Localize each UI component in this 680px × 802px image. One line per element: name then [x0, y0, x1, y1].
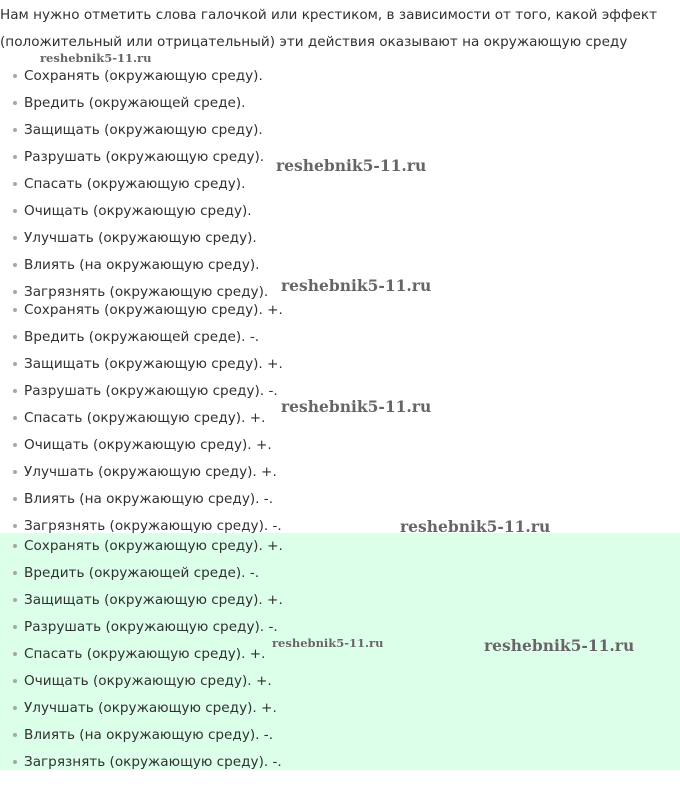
list-item: Сохранять (окружающую среду). [0, 65, 268, 92]
list-item: Вредить (окружающей среде). [0, 92, 268, 119]
list-item: Очищать (окружающую среду). +. [0, 434, 283, 461]
list-item: Разрушать (окружающую среду). [0, 146, 268, 173]
list-item: Улучшать (окружающую среду). [0, 227, 268, 254]
list-item: Спасать (окружающую среду). [0, 173, 268, 200]
solution-list [0, 299, 283, 542]
list-item: Влиять (на окружающую среду). [0, 254, 268, 281]
task-description: Нам нужно отметить слова галочкой или крестиком, в зависимости от того, какой эффект (положительный или отрицательный) эти действия оказывают на окружающую среду [0, 7, 658, 50]
list-item: Загрязнять (окружающую среду). -. [0, 515, 283, 542]
list-item: Загрязнять (окружающую среду). [0, 281, 268, 308]
list-item: Разрушать (окружающую среду). -. [0, 380, 283, 407]
watermark: reshebnik5-11.ru [272, 636, 384, 650]
watermark: reshebnik5-11.ru [276, 156, 427, 175]
list-item: Влиять (на окружающую среду). -. [0, 724, 283, 751]
list-item: Вредить (окружающей среде). -. [0, 326, 283, 353]
list-item: Улучшать (окружающую среду). +. [0, 461, 283, 488]
list-item: Очищать (окружающую среду). [0, 200, 268, 227]
list-item: Улучшать (окружающую среду). +. [0, 697, 283, 724]
task-word-list [0, 65, 268, 308]
list-item: Защищать (окружающую среду). [0, 119, 268, 146]
list-item: Защищать (окружающую среду). +. [0, 353, 283, 380]
watermark: reshebnik5-11.ru [40, 51, 152, 65]
list-item: Разрушать (окружающую среду). -. [0, 616, 283, 643]
list-item: Спасать (окружающую среду). +. [0, 407, 283, 434]
watermark: reshebnik5-11.ru [281, 276, 432, 295]
list-item: Спасать (окружающую среду). +. [0, 643, 283, 670]
watermark: reshebnik5-11.ru [281, 397, 432, 416]
list-item: Защищать (окружающую среду). +. [0, 589, 283, 616]
answer-list [0, 535, 283, 778]
watermark: reshebnik5-11.ru [484, 636, 635, 655]
list-item: Очищать (окружающую среду). +. [0, 670, 283, 697]
list-item: Сохранять (окружающую среду). +. [0, 535, 283, 562]
list-item: Влиять (на окружающую среду). -. [0, 488, 283, 515]
list-item: Вредить (окружающей среде). -. [0, 562, 283, 589]
watermark: reshebnik5-11.ru [400, 517, 551, 536]
list-item: Загрязнять (окружающую среду). -. [0, 751, 283, 778]
list-item: Сохранять (окружающую среду). +. [0, 299, 283, 326]
